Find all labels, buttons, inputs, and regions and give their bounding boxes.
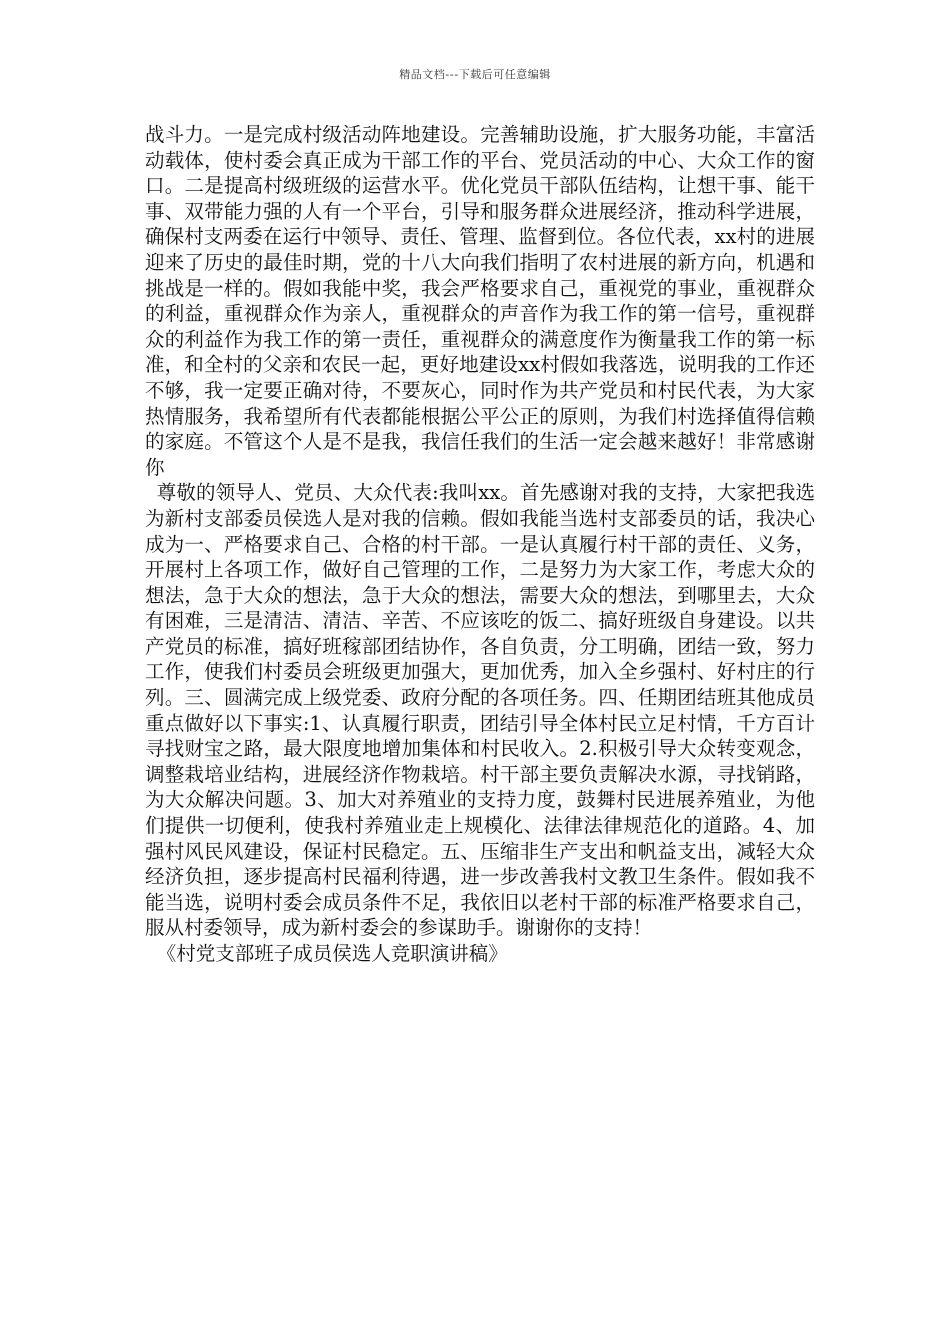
paragraph-1: 战斗力。一是完成村级活动阵地建设。完善辅助设施，扩大服务功能，丰富活动载体，使村委会真正成为干部工作的平台、党员活动的中心、大众工作的窗口。二是提高村级班级的运营水平。优化党员干部队伍结构，让想干事、能干事、双带能力强的人有一个平台，引导和服务群众进展经济，推动科学进展，确保村支两委在运行中领导、责任、管理、监督到位。各位代表，xx村的进展迎来了历史的最佳时期，党的十八大向我们指明了农村进展的新方向，机遇和挑战是一样的。假如我能中奖，我会严格要求自己，重视党的事业，重视群众的利益，重视群众作为亲人，重视群众的声音作为我工作的第一信号，重视群众的利益作为我工作的第一责任，重视群众的满意度作为衡量我工作的第一标准，和全村的父亲和农民一起，更好地建设xx村假如我落选，说明我的工作还不够，我一定要正确对待，不要灰心，同时作为共产党员和村民代表，为大家热情服务，我希望所有代表都能根据公平公正的原则，为我们村选择值得信赖的家庭。不管这个人是不是我，我信任我们的生活一定会越来越好！非常感谢你 [145, 123, 815, 479]
document-body [145, 122, 815, 967]
paragraph-2: 尊敬的领导人、党员、大众代表:我叫xx。首先感谢对我的支持，大家把我选为新村支部委员侯选人是对我的信赖。假如我能当选村支部委员的话，我决心成为一、严格要求自己、合格的村干部。一是认真履行村干部的责任、义务，开展村上各项工作，做好自己管理的工作，二是努力为大家工作，考虑大众的想法，急于大众的想法，急于大众的想法，需要大众的想法，到哪里去，大众有困难，三是清洁、清洁、辛苦、不应该吃的饭二、搞好班级自身建设。以共产党员的标准，搞好班稼部团结协作，各自负责，分工明确，团结一致，努力工作，使我们村委员会班级更加强大，更加优秀，加入全乡强村、好村庄的行列。三、圆满完成上级党委、政府分配的各项任务。四、任期团结班其他成员重点做好以下事实:1、认真履行职责，团结引导全体村民立足村情，千方百计寻找财宝之路，最大限度地增加集体和村民收入。2.积极引导大众转变观念，调整栽培业结构，进展经济作物栽培。村干部主要负责解决水源，寻找销路，为大众解决问题。3、加大对养殖业的支持力度，鼓舞村民进展养殖业，为他们提供一切便利，使我村养殖业走上规模化、法律法律规范化的道路。4、加强村风民风建设，保证村民稳定。五、压缩非生产支出和帆益支出，减轻大众经济负担，逐步提高村民福利待遇，进一步改善我村文教卫生条件。假如我不能当选，说明村委会成员条件不足，我依旧以老村干部的标准严格要求自己，服从村委领导，成为新村委会的参谋助手。谢谢你的支持！ [145, 481, 815, 940]
page-header: 精品文档---下载后可任意编辑 [399, 68, 551, 81]
document-title-line: 《村党支部班子成员侯选人竞职演讲稿》 [156, 942, 508, 965]
